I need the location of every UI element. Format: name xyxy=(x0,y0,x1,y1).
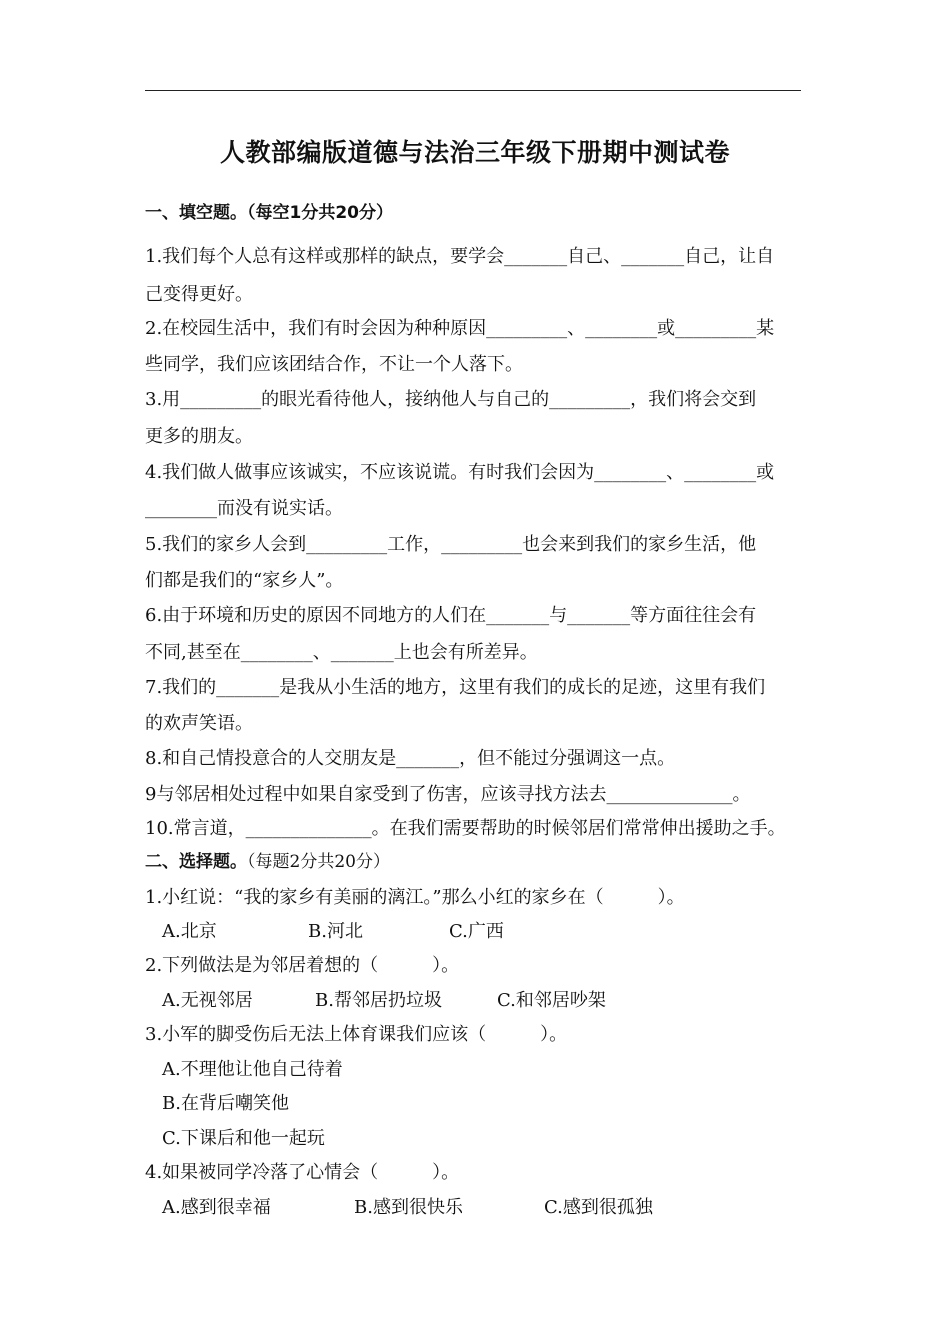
page-title: 人教部编版道德与法治三年级下册期中测试卷 xyxy=(219,138,730,167)
choice-question-4-stem: 4.如果被同学冷落了心情会（ ）。 xyxy=(145,1162,460,1183)
choice-question-4-option-c: C.感到很孤独 xyxy=(544,1197,653,1218)
choice-question-1-option-b: B.河北 xyxy=(308,921,363,942)
fill-question-6-line-2: 不同,甚至在________、_______上也会有所差异。 xyxy=(145,642,538,663)
fill-question-4-line-1: 4.我们做人做事应该诚实，不应该说谎。有时我们会因为________、________或 xyxy=(145,462,775,483)
fill-question-1-line-1: 1.我们每个人总有这样或那样的缺点，要学会_______自己、_______自己，让自 xyxy=(145,246,775,267)
choice-question-3-stem: 3.小军的脚受伤后无法上体育课我们应该（ ）。 xyxy=(145,1024,568,1045)
fill-question-2-line-1: 2.在校园生活中，我们有时会因为种种原因_________、________或_________某 xyxy=(145,318,775,339)
fill-question-2-line-2: 些同学，我们应该团结合作，不让一个人落下。 xyxy=(145,354,523,375)
fill-question-8: 8.和自己情投意合的人交朋友是_______，但不能过分强调这一点。 xyxy=(145,748,676,769)
fill-question-9: 9与邻居相处过程中如果自家受到了伤害，应该寻找方法去______________。 xyxy=(145,784,751,805)
fill-question-3-line-2: 更多的朋友。 xyxy=(145,426,253,447)
choice-question-2-option-c: C.和邻居吵架 xyxy=(497,990,606,1011)
section-heading-choice xyxy=(145,850,390,874)
choice-question-3-option-a: A.不理他让他自己待着 xyxy=(162,1059,343,1080)
section-heading-fill: 一、填空题。（每空1分共20分） xyxy=(145,203,393,223)
choice-question-3-option-c: C.下课后和他一起玩 xyxy=(162,1128,325,1149)
fill-question-6-line-1: 6.由于环境和历史的原因不同地方的人们在_______与_______等方面往往会有 xyxy=(145,605,757,626)
fill-question-5-line-1: 5.我们的家乡人会到_________工作，_________也会来到我们的家乡生活，他 xyxy=(145,534,757,555)
fill-question-3-line-1: 3.用_________的眼光看待他人，接纳他人与自己的_________，我们将会交到 xyxy=(145,389,757,410)
choice-question-1-option-a: A.北京 xyxy=(162,921,217,942)
fill-question-10: 10.常言道，______________。在我们需要帮助的时候邻居们常常伸出援助之手。 xyxy=(145,818,786,839)
choice-question-4-option-a: A.感到很幸福 xyxy=(162,1197,271,1218)
choice-question-3-option-b: B.在背后嘲笑他 xyxy=(162,1093,289,1114)
choice-question-2-stem: 2.下列做法是为邻居着想的（ ）。 xyxy=(145,955,460,976)
fill-question-5-line-2: 们都是我们的“家乡人”。 xyxy=(145,570,344,591)
header-rule xyxy=(145,90,801,91)
choice-question-2-option-a: A.无视邻居 xyxy=(162,990,253,1011)
fill-question-7-line-2: 的欢声笑语。 xyxy=(145,713,253,734)
section-heading-choice-label: 二、选择题。 xyxy=(145,852,247,872)
fill-question-7-line-1: 7.我们的_______是我从小生活的地方，这里有我们的成长的足迹，这里有我们 xyxy=(145,677,766,698)
choice-question-2-option-b: B.帮邻居扔垃圾 xyxy=(315,990,442,1011)
fill-question-4-line-2: ________而没有说实话。 xyxy=(145,498,343,519)
section-heading-choice-note: （每题2分共20分） xyxy=(247,852,390,872)
choice-question-4-option-b: B.感到很快乐 xyxy=(354,1197,463,1218)
fill-question-1-line-2: 己变得更好。 xyxy=(145,284,253,305)
choice-question-1-option-c: C.广西 xyxy=(449,921,504,942)
choice-question-1-stem: 1.小红说：“我的家乡有美丽的漓江。”那么小红的家乡在（ ）。 xyxy=(145,887,685,908)
